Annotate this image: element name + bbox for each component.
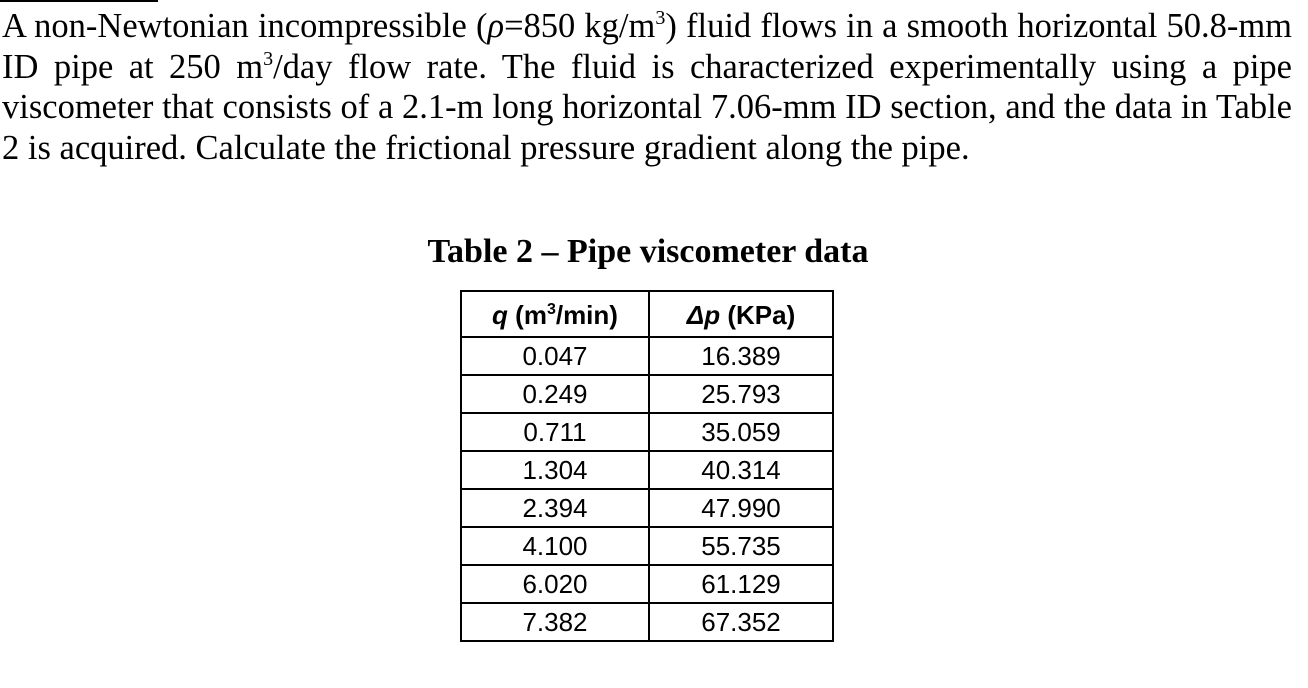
table-header-row (461, 291, 833, 337)
table-row (461, 565, 833, 603)
table-row (461, 375, 833, 413)
column-header-q (461, 291, 649, 337)
q-cell: 6.020 (461, 565, 649, 603)
top-rule-divider (0, 0, 158, 2)
problem-text-4: /day flow rate. The fluid is characterized experimentally using a pipe viscometer that consists of a 2.1-m long horizontal 7.06-mm ID section, and the data in Table 2 is acquired. Calculate the frictional pressure gradient along the pipe. (2, 47, 1292, 167)
q-unit-superscript: 3 (546, 300, 556, 318)
viscometer-data-table (460, 290, 834, 642)
dp-cell: 25.793 (649, 375, 833, 413)
q-symbol: q (492, 299, 508, 330)
table-row (461, 337, 833, 375)
q-cell: 1.304 (461, 451, 649, 489)
column-header-dp (649, 291, 833, 337)
superscript-3: 3 (263, 47, 274, 70)
q-cell: 0.711 (461, 413, 649, 451)
table-row (461, 413, 833, 451)
dp-cell: 67.352 (649, 603, 833, 641)
q-unit-b: /min) (555, 299, 618, 330)
dp-symbol: Δp (686, 299, 721, 330)
q-cell: 4.100 (461, 527, 649, 565)
dp-cell: 55.735 (649, 527, 833, 565)
superscript-3: 3 (655, 7, 666, 29)
rho-symbol: ρ (487, 7, 505, 45)
problem-text-3: ) fluid flows in a smooth horizontal 50.8-mm ID pipe at 250 m (2, 7, 1292, 86)
dp-cell: 47.990 (649, 489, 833, 527)
problem-statement (2, 6, 1292, 168)
problem-text-1: A non-Newtonian incompressible ( (2, 7, 488, 45)
problem-text-2: =850 kg/m (504, 7, 656, 45)
dp-cell: 40.314 (649, 451, 833, 489)
table-row (461, 603, 833, 641)
table-row (461, 451, 833, 489)
table-row (461, 527, 833, 565)
dp-cell: 35.059 (649, 413, 833, 451)
q-cell: 0.249 (461, 375, 649, 413)
q-unit-a: (m (507, 299, 547, 330)
q-cell: 7.382 (461, 603, 649, 641)
q-cell: 0.047 (461, 337, 649, 375)
q-cell: 2.394 (461, 489, 649, 527)
table-row (461, 489, 833, 527)
dp-cell: 16.389 (649, 337, 833, 375)
dp-unit: (KPa) (720, 299, 796, 330)
table-caption: Table 2 – Pipe viscometer data (427, 233, 869, 270)
dp-cell: 61.129 (649, 565, 833, 603)
